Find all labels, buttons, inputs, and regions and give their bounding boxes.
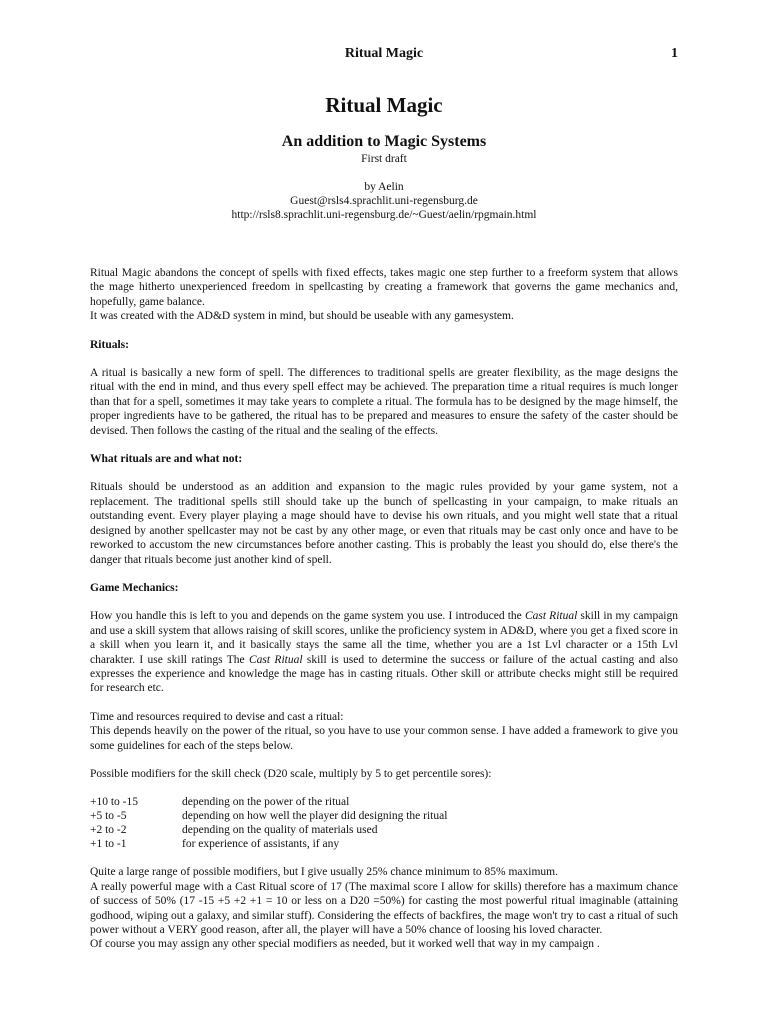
author-email: Guest@rsls4.sprachlit.uni-regensburg.de bbox=[290, 195, 478, 207]
time-resources-heading: Time and resources required to devise and cast a ritual: bbox=[90, 710, 344, 723]
modifier-description: for experience of assistants, if any bbox=[182, 838, 340, 851]
modifiers-intro: Possible modifiers for the skill check (D20 scale, multiply by 5 to get percentile sores): bbox=[90, 767, 492, 780]
section-heading-what-rituals: What rituals are and what not: bbox=[90, 453, 243, 466]
running-header bbox=[90, 46, 678, 64]
modifiers-table bbox=[90, 795, 447, 851]
table-row bbox=[90, 809, 447, 823]
table-row bbox=[90, 837, 447, 851]
modifier-description: depending on the power of the ritual bbox=[182, 796, 350, 809]
skill-name: Cast Ritual bbox=[524, 610, 578, 623]
running-header-title: Ritual Magic bbox=[344, 46, 424, 61]
skill-name: Cast Ritual bbox=[248, 653, 303, 666]
modifier-description: depending on how well the player did designing the ritual bbox=[182, 810, 448, 823]
closing-note: Of course you may assign any other special modifiers as needed, but it worked well that way in my campaign . bbox=[90, 938, 600, 951]
table-row bbox=[90, 795, 447, 809]
time-resources-paragraph: This depends heavily on the power of the ritual, so you have to use your common sense. I have added a framework to give you some guidelines for each of the steps below. bbox=[90, 725, 678, 752]
author-byline: by Aelin bbox=[364, 181, 404, 193]
rituals-paragraph: A ritual is basically a new form of spell. The differences to traditional spells are greater flexibility, as the mage designs the ritual with the end in mind, and thus every spell effect may be achieved. The preparation time a ritual requires is much longer than that for a spell, sometimes it may take years to complete a ritual. The formula has to be designed by the mage himself, the proper ingredients have to be gathered, the ritual has to be prepared and measures to ensure the safety of the caster should be devised. Then follows the casting of the ritual and the sealing of the effects. bbox=[90, 367, 678, 437]
modifier-description: depending on the quality of materials used bbox=[182, 824, 378, 837]
table-row bbox=[90, 823, 447, 837]
example-paragraph: A really powerful mage with a Cast Ritual score of 17 (The maximal score I allow for skills) therefore has a maximum chance of success of 50% (17 -15 +5 +2 +1 = 10 or less on a D20 =50%) for casting the most powerful ritual imaginable (attaining godhood, wiping out a galaxy, and similar stuff). Considering the effects of backfires, the mage won't try to cast a ritual of such power without a VERY good reason, after all, the player will have a 50% chance of loosing his loved character. bbox=[90, 880, 678, 936]
document-title: Ritual Magic bbox=[325, 93, 443, 117]
author-url: http://rsls8.sprachlit.uni-regensburg.de/~Guest/aelin/rpgmain.html bbox=[231, 209, 537, 221]
intro-paragraph: Ritual Magic abandons the concept of spells with fixed effects, takes magic one step further to a freeform system that allows the mage hitherto unexperienced freedom in spellcasting by creating a framework that governs the game mechanics and, hopefully, game balance. bbox=[90, 267, 678, 308]
draft-label: First draft bbox=[361, 153, 407, 165]
section-heading-rituals: Rituals: bbox=[90, 338, 129, 351]
modifier-range: +10 to -15 bbox=[90, 796, 139, 809]
document-subtitle: An addition to Magic Systems bbox=[281, 133, 487, 150]
page-number: 1 bbox=[671, 46, 678, 61]
modifier-range: +1 to -1 bbox=[90, 838, 127, 851]
modifiers-range-note: Quite a large range of possible modifiers, but I give usually 25% chance minimum to 85% maximum. bbox=[90, 866, 558, 879]
modifier-range: +5 to -5 bbox=[90, 810, 127, 823]
document-body bbox=[90, 266, 678, 952]
title-block bbox=[90, 92, 678, 222]
intro-note: It was created with the AD&D system in mind, but should be useable with any gamesystem. bbox=[90, 310, 514, 323]
modifier-range: +2 to -2 bbox=[90, 824, 127, 837]
mechanics-paragraph-1: How you handle this is left to you and depends on the game system you use. I introduced the Cast Ritual skill in my campaign and use a skill system that allows raising of skill scores, unlike the proficiency system in AD&D, where you get a fixed score in a skill when you learn it, and it basically stays the same all the time, whether you are a 1st Lvl character or a 15th Lvl charakter. I use skill ratings The Cast Ritual skill is used to determine the success or failure of the actual casting and also expresses the experience and knowledge the mage has in casting rituals. Other skill or attribute checks might still be required for research etc. bbox=[90, 610, 678, 695]
what-rituals-paragraph: Rituals should be understood as an addition and expansion to the magic rules provided by your game system, not a replacement. The traditional spells still should take up the bunch of spellcasting in your campaign, to make rituals an outstanding event. Every player playing a mage should have to devise his own rituals, and you might well state that a ritual designed by another spellcaster may not be cast by any other mage, or even that rituals may be cast only once and have to be reworked to accustom the new circumstances before another casting. This is probably the least you should do, else there's the danger that rituals become just another kind of spell. bbox=[90, 481, 678, 566]
section-heading-game-mechanics: Game Mechanics: bbox=[90, 581, 179, 594]
